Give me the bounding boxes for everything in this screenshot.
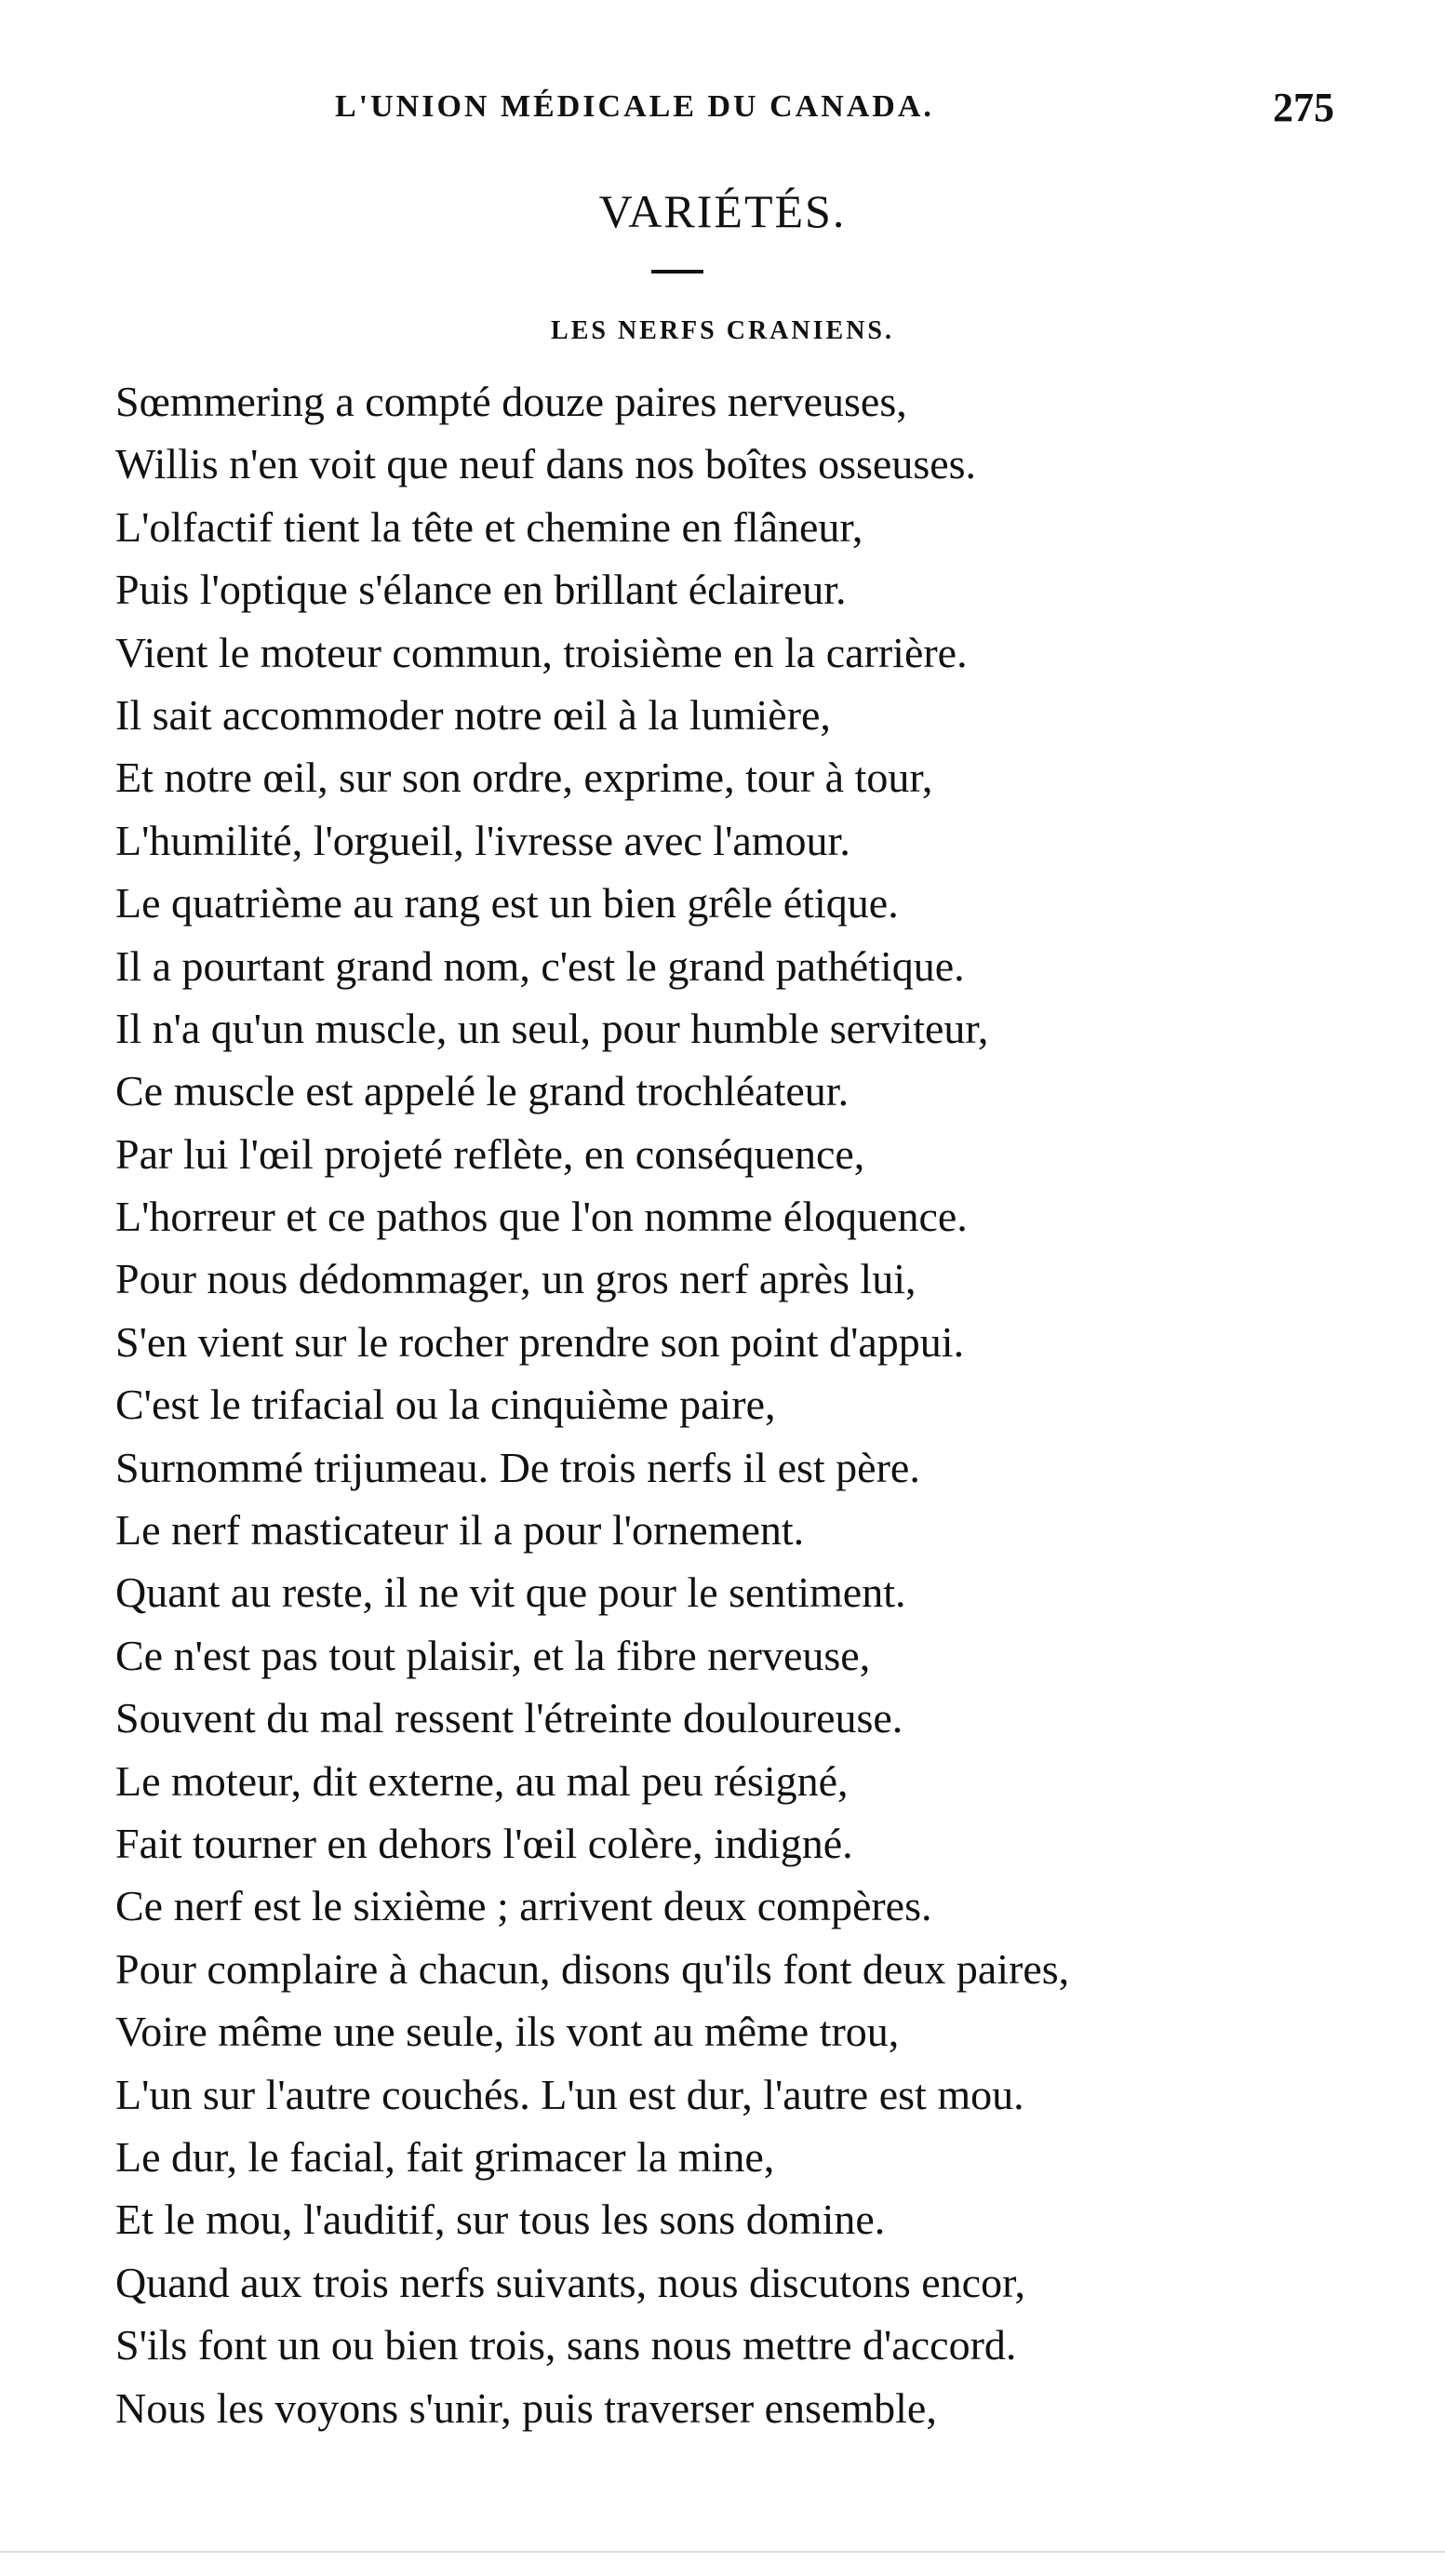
poem-line: Il sait accommoder notre œil à la lumière, [115, 690, 831, 739]
poem-line: Le dur, le facial, fait grimacer la mine, [115, 2132, 775, 2181]
page-bottom-edge [0, 2551, 1445, 2553]
poem-line: L'horreur et ce pathos que l'on nomme éloquence. [115, 1193, 968, 1241]
poem-line: Et notre œil, sur son ordre, exprime, tour à tour, [115, 754, 933, 802]
poem-line: Quand aux trois nerfs suivants, nous discutons encor, [115, 2258, 1026, 2306]
poem-line: Souvent du mal ressent l'étreinte douloureuse. [115, 1694, 903, 1742]
poem-line: Vient le moteur commun, troisième en la carrière. [115, 628, 968, 676]
poem-title: LES NERFS CRANIENS. [551, 316, 894, 345]
poem-line: C'est le trifacial ou la cinquième paire, [115, 1381, 776, 1429]
poem-line: Le moteur, dit externe, au mal peu résigné, [115, 1756, 849, 1805]
poem-line: Le nerf masticateur il a pour l'ornement. [115, 1506, 805, 1555]
poem-line: Le quatrième au rang est un bien grêle étique. [115, 879, 899, 928]
poem-line: L'humilité, l'orgueil, l'ivresse avec l'amour. [115, 816, 850, 864]
poem-line: Pour complaire à chacun, disons qu'ils font deux paires, [115, 1944, 1070, 1993]
running-head-title: L'UNION MÉDICALE DU CANADA. [335, 89, 934, 124]
poem-line: Il n'a qu'un muscle, un seul, pour humble serviteur, [115, 1004, 989, 1052]
poem-line: Willis n'en voit que neuf dans nos boîtes osseuses. [115, 440, 977, 488]
section-divider [651, 270, 703, 274]
poem-line: S'en vient sur le rocher prendre son point d'appui. [115, 1317, 965, 1366]
poem-body [115, 370, 1418, 2439]
poem-line: Nous les voyons s'unir, puis traverser ensemble, [115, 2383, 937, 2432]
poem-line: Et le mou, l'auditif, sur tous les sons domine. [115, 2196, 886, 2244]
poem-line: S'ils font un ou bien trois, sans nous mettre d'accord. [115, 2321, 1017, 2369]
poem-line: Il a pourtant grand nom, c'est le grand pathétique. [115, 941, 965, 990]
poem-line: L'olfactif tient la tête et chemine en flâneur, [115, 502, 863, 551]
poem-line: L'un sur l'autre couchés. L'un est dur, l'autre est mou. [115, 2070, 1024, 2118]
poem-line: Pour nous dédommager, un gros nerf après lui, [115, 1255, 917, 1303]
poem-line: Surnommé trijumeau. De trois nerfs il est père. [115, 1443, 920, 1491]
page-number: 275 [1273, 85, 1334, 130]
poem-line: Sœmmering a compté douze paires nerveuses, [115, 378, 907, 425]
poem-line: Ce nerf est le sixième ; arrivent deux compères. [115, 1882, 932, 1930]
poem-line: Quant au reste, il ne vit que pour le sentiment. [115, 1568, 906, 1617]
poem-line: Par lui l'œil projeté reflète, en conséquence, [115, 1129, 865, 1178]
section-title: VARIÉTÉS. [598, 185, 847, 237]
poem-line: Puis l'optique s'élance en brillant éclaireur. [115, 566, 847, 614]
poem-line: Voire même une seule, ils vont au même trou, [115, 2008, 900, 2056]
poem-line: Ce n'est pas tout plaisir, et la fibre nerveuse, [115, 1631, 871, 1679]
poem-line: Fait tourner en dehors l'œil colère, indigné. [115, 1819, 853, 1867]
poem-line: Ce muscle est appelé le grand trochléateur. [115, 1067, 850, 1115]
